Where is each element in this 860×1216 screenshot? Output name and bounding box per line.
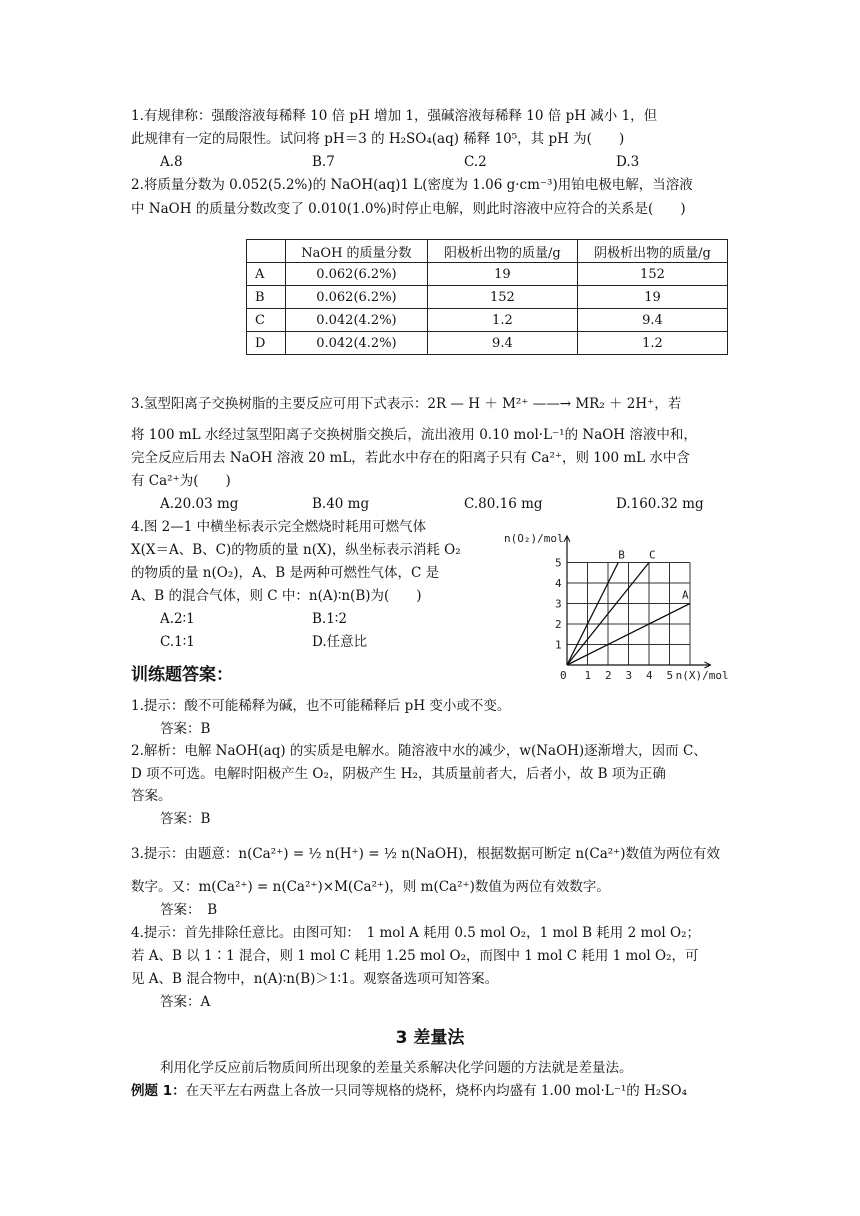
table-header: 阴极析出物的质量/g [577,240,727,263]
table-cell: 152 [577,263,727,286]
y-tick-label: 4 [555,577,562,590]
answer-2-line1: 2.解析：电解 NaOH(aq) 的实质是电解水。随溶液中水的减少，w(NaOH)逐渐增大，因而 C、 [131,743,707,759]
q3-line2: 将 100 mL 水经过氢型阳离子交换树脂交换后，流出液用 0.10 mol·L⁻¹的 NaOH 溶液中和， [131,427,697,443]
x-tick-label: 4 [646,669,653,682]
q4-option-d: D.任意比 [312,634,368,650]
table-header-row [247,240,728,263]
q1-option-c: C.2 [464,154,487,170]
q4-option-b: B.1∶2 [312,611,347,627]
q4-option-a: A.2∶1 [160,611,195,627]
chart-labels [504,532,729,682]
table-header [247,240,286,263]
q3-option-b: B.40 mg [312,496,370,512]
table-cell: 0.042(4.2%) [286,332,428,355]
chart-axes [564,536,711,668]
q3-option-c: C.80.16 mg [464,496,543,512]
answer-2-line3: 答案。 [131,788,172,804]
table-cell: 19 [427,263,577,286]
answer-4-result: 答案：A [160,994,211,1010]
table-header: 阳极析出物的质量/g [427,240,577,263]
y-axis-label: n(O₂)/mol [504,532,564,545]
table-cell: 1.2 [427,309,577,332]
table-cell: 1.2 [577,332,727,355]
chart-grid [567,563,690,666]
table-cell: 9.4 [427,332,577,355]
answer-1-result: 答案：B [160,721,211,737]
table-cell: 0.042(4.2%) [286,309,428,332]
x-tick-label: 1 [584,669,592,682]
series-line-b [567,563,618,666]
table-cell: C [247,309,286,332]
table-cell: 9.4 [577,309,727,332]
q1-option-b: B.7 [312,154,335,170]
table-row [247,263,728,286]
x-tick-label: 5 [666,669,674,682]
example-label: 例题 1： [131,1083,186,1099]
series-label-a: A [682,588,689,602]
x-axis-label: n(X)/mol [675,669,729,682]
q3-option-a: A.20.03 mg [160,496,239,512]
series-label-c: C [649,548,656,562]
x-tick-label: 3 [625,669,633,682]
answer-4-line2: 若 A、B 以 1∶1 混合，则 1 mol C 耗用 1.25 mol O₂，而图中 1 mol C 耗用 1 mol O₂，可 [131,948,699,964]
answer-3-line2: 数字。又：m(Ca²⁺) = n(Ca²⁺)×M(Ca²⁺)，则 m(Ca²⁺)数值为两位有效数字。 [131,879,610,895]
table-row [247,309,728,332]
q2-line2: 中 NaOH 的质量分数改变了 0.010(1.0%)时停止电解，则此时溶液中应符合的关系是( ) [131,201,686,217]
oxygen-consumption-chart [500,530,740,690]
answer-2-line2: D 项不可选。电解时阳极产生 O₂，阴极产生 H₂，其质量前者大，后者小，故 B 项为正确 [131,766,666,782]
electrolysis-table [246,239,728,355]
answer-3-line1: 3.提示：由题意：n(Ca²⁺) = ½ n(H⁺) = ½ n(NaOH)，根据数据可断定 n(Ca²⁺)数值为两位有效 [131,846,721,862]
answer-2-result: 答案：B [160,811,211,827]
table-row [247,286,728,309]
table-cell: A [247,263,286,286]
answer-4-line1: 4.提示：首先排除任意比。由图可知： 1 mol A 耗用 0.5 mol O₂，1 mol B 耗用 2 mol O₂； [131,925,700,941]
x-tick-label: 0 [560,669,567,682]
q4-option-c: C.1∶1 [160,634,195,650]
table-cell: 152 [427,286,577,309]
section-intro: 利用化学反应前后物质间所出现象的差量关系解决化学问题的方法就是差量法。 [160,1060,633,1076]
q1-line1: 1.有规律称：强酸溶液每稀释 10 倍 pH 增加 1，强碱溶液每稀释 10 倍 pH 减小 1，但 [131,108,658,124]
y-tick-label: 1 [555,638,562,652]
q1-option-d: D.3 [616,154,640,170]
q3-line4: 有 Ca²⁺为( ) [131,473,231,489]
section-title: 3 差量法 [395,1028,465,1048]
y-tick-label: 5 [555,556,562,570]
q2-line1: 2.将质量分数为 0.052(5.2%)的 NaOH(aq)1 L(密度为 1.06 g·cm⁻³)用铂电极电解，当溶液 [131,177,693,193]
table-cell: 0.062(6.2%) [286,263,428,286]
table-cell: 19 [577,286,727,309]
answer-3-result: 答案： B [160,902,218,918]
q1-option-a: A.8 [160,154,183,170]
y-tick-label: 2 [555,618,562,631]
q4-line1: 4.图 2—1 中横坐标表示完全燃烧时耗用可燃气体 [131,519,427,535]
answer-4-line3: 见 A、B 混合物中，n(A)∶n(B)＞1∶1。观察备选项可知答案。 [131,971,499,987]
series-label-b: B [618,548,625,562]
answers-heading: 训练题答案： [131,665,233,685]
answer-1: 1.提示：酸不可能稀释为碱，也不可能稀释后 pH 变小或不变。 [131,698,511,714]
q1-line2: 此规律有一定的局限性。试问将 pH＝3 的 H₂SO₄(aq) 稀释 10⁵，其 pH 为( ) [131,131,625,147]
table-cell: 0.062(6.2%) [286,286,428,309]
q4-line4: A、B 的混合气体，则 C 中：n(A)∶n(B)为( ) [131,588,422,604]
q3-line3: 完全反应后用去 NaOH 溶液 20 mL，若此水中存在的阳离子只有 Ca²⁺，则 100 mL 水中含 [131,450,690,466]
q3-line1: 3.氢型阳离子交换树脂的主要反应可用下式表示：2R — H ＋ M²⁺ ——→ MR₂ ＋ 2H⁺，若 [131,396,682,412]
example-1 [131,1082,687,1100]
q4-line3: 的物质的量 n(O₂)，A、B 是两种可燃性气体，C 是 [131,565,440,581]
y-tick-label: 3 [555,597,562,611]
table-cell: B [247,286,286,309]
q4-line2: X(X＝A、B、C)的物质的量 n(X)，纵坐标表示消耗 O₂ [131,542,461,558]
table-row [247,332,728,355]
example-text: 在天平左右两盘上各放一只同等规格的烧杯，烧杯内均盛有 1.00 mol·L⁻¹的 H₂SO₄ [185,1083,687,1099]
q3-option-d: D.160.32 mg [616,496,704,512]
table-header: NaOH 的质量分数 [286,240,428,263]
x-tick-label: 2 [605,669,612,682]
table-cell: D [247,332,286,355]
